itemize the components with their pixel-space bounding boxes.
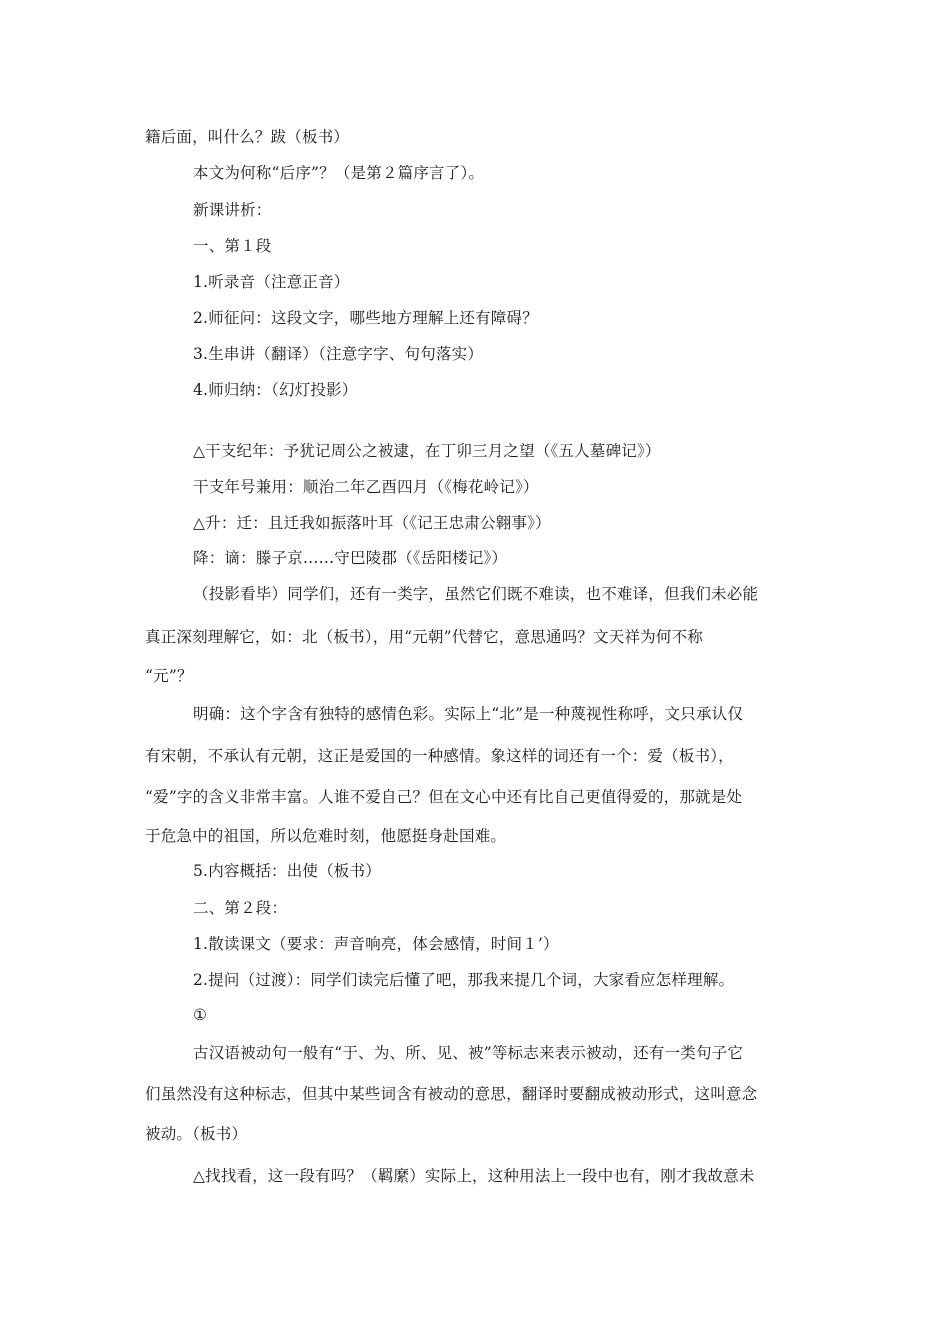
text-line: 降：谪：滕子京……守巴陵郡（《岳阳楼记》） <box>193 549 508 567</box>
list-item: 3.生串讲（翻译）（注意字字、句句落实） <box>193 345 484 363</box>
paragraph-line: 明确：这个字含有独特的感情色彩。实际上“北”是一种蔑视性称呼，文只承认仅 <box>193 705 744 723</box>
list-item: 4.师归纳：（幻灯投影） <box>193 381 358 399</box>
list-item: 1.听录音（注意正音） <box>193 273 350 291</box>
text-line: △升：迁：且迁我如振落叶耳（《记王忠肃公翱事》） <box>193 514 551 532</box>
paragraph-line: 们虽然没有这种标志，但其中某些词含有被动的意思，翻译时要翻成被动形式，这叫意念 <box>145 1085 758 1103</box>
paragraph-line: “元”？ <box>145 667 193 685</box>
list-item: 2.提问（过渡）：同学们读完后懂了吧，那我来提几个词，大家看应怎样理解。 <box>193 971 735 989</box>
paragraph-line: （投影看毕）同学们，还有一类字，虽然它们既不难读，也不难译，但我们未必能 <box>193 585 759 603</box>
text-line: 干支年号兼用：顺治二年乙酉四月（《梅花岭记》） <box>193 478 539 496</box>
paragraph-line: “爱”字的含义非常丰富。人谁不爱自己？但在文心中还有比自己更值得爱的，那就是处 <box>145 788 743 806</box>
list-item: 5.内容概括：出使（板书） <box>193 862 381 880</box>
text-line: △干支纪年：予犹记周公之被逮，在丁卯三月之望（《五人墓碑记》） <box>193 442 661 460</box>
list-item: 1.散读课文（要求：声音响亮，体会感情，时间１’） <box>193 935 559 953</box>
paragraph-line: 真正深刻理解它，如：北（板书），用“元朝”代替它，意思通吗？文天祥为何不称 <box>145 628 704 646</box>
section-heading: 一、第１段 <box>193 237 272 255</box>
paragraph-line: 有宋朝，不承认有元朝，这正是爱国的一种感情。象这样的词还有一个：爱（板书）， <box>145 747 734 765</box>
section-heading: 二、第２段： <box>193 899 288 917</box>
text-line: 籍后面，叫什么？跋（板书） <box>145 128 350 146</box>
paragraph-line: △找找看，这一段有吗？（羁縻）实际上，这种用法上一段中也有，刚才我故意未 <box>193 1167 755 1185</box>
paragraph-line: 于危急中的祖国，所以危难时刻，他愿挺身赴国难。 <box>145 827 507 845</box>
text-line: 本文为何称“后序”？（是第２篇序言了）。 <box>193 164 485 182</box>
paragraph-line: 古汉语被动句一般有“于、为、所、见、被”等标志来表示被动，还有一类句子它 <box>193 1044 744 1062</box>
list-item: 2.师征问：这段文字，哪些地方理解上还有障碍？ <box>193 309 538 327</box>
paragraph-line: 被动。（板书） <box>145 1125 248 1143</box>
section-heading: 新课讲析： <box>193 201 272 219</box>
circled-number: ① <box>193 1006 208 1024</box>
